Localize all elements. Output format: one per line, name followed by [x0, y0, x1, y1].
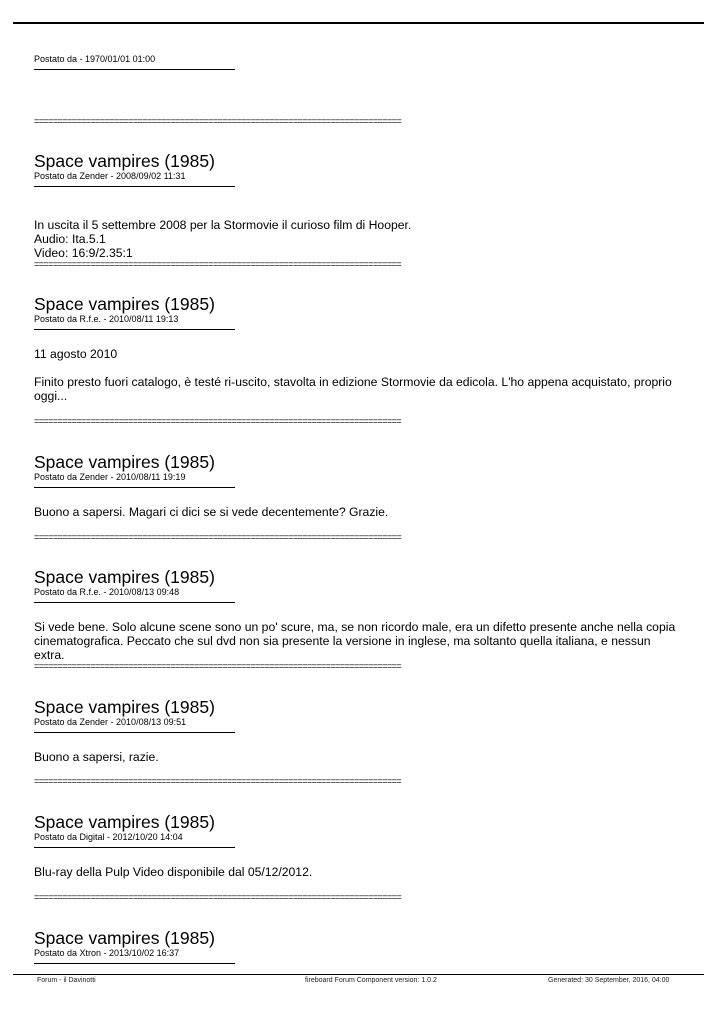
post-meta: Postato da Xtron - 2013/10/02 16:37 — [34, 948, 180, 958]
post — [34, 152, 694, 274]
meta-underline — [34, 69, 235, 70]
post-meta: Postato da Zender - 2010/08/13 09:51 — [34, 717, 187, 727]
post-separator: ============================================================================== — [34, 417, 402, 426]
post-paragraph: Finito presto fuori catalogo, è testé ri-uscito, stavolta in edizione Stormovie da edicola. L'ho appena acquistato, proprio oggi... — [34, 375, 672, 403]
meta-underline — [34, 732, 235, 733]
footer-site-name: Forum - il Davinotti — [37, 977, 96, 984]
post-paragraph: In uscita il 5 settembre 2008 per la Stormovie il curioso film di Hooper. Audio: Ita.5.1 Video: 16:9/2.35:1 — [34, 218, 412, 260]
post-separator: ============================================================================== — [34, 893, 402, 902]
post — [34, 568, 694, 662]
footer-rule — [13, 974, 704, 975]
post — [34, 54, 694, 70]
post-body — [34, 865, 684, 879]
post-paragraph: Buono a sapersi, razie. — [34, 750, 159, 764]
meta-underline — [34, 602, 235, 603]
post-separator: ============================================================================== — [34, 533, 402, 542]
post-separator: ============================================================================== — [34, 117, 402, 126]
meta-underline — [34, 847, 235, 848]
post — [34, 295, 694, 403]
post-separator: ============================================================================== — [34, 777, 402, 786]
post-body — [34, 620, 684, 662]
post-separator: ============================================================================== — [34, 260, 402, 269]
meta-underline — [34, 329, 235, 330]
meta-underline — [34, 186, 235, 187]
post-title: Space vampires (1985) — [34, 567, 215, 587]
post-title: Space vampires (1985) — [34, 151, 215, 171]
post-meta: Postato da R.f.e. - 2010/08/11 19:13 — [34, 314, 179, 324]
post-paragraph: 11 agosto 2010 — [34, 347, 118, 361]
post — [34, 698, 694, 764]
meta-underline — [34, 963, 235, 964]
post-meta: Postato da - 1970/01/01 01:00 — [34, 54, 156, 64]
post — [34, 453, 694, 519]
post-title: Space vampires (1985) — [34, 294, 215, 314]
post-paragraph: Si vede bene. Solo alcune scene sono un po' scure, ma, se non ricordo male, era un difetto presente anche nella copia cinematografica. Peccato che sul dvd non sia presente la versione in inglese, ma soltanto quella italiana, e nessun extra. — [34, 620, 676, 662]
post-title: Space vampires (1985) — [34, 452, 215, 472]
post-paragraph: Buono a sapersi. Magari ci dici se si vede decentemente? Grazie. — [34, 505, 389, 519]
post-body — [34, 750, 684, 764]
post — [34, 929, 694, 964]
post-meta: Postato da Zender - 2010/08/11 19:19 — [34, 472, 186, 482]
post-meta: Postato da Zender - 2008/09/02 11:31 — [34, 171, 186, 181]
post-meta: Postato da Digital - 2012/10/20 14:04 — [34, 832, 183, 842]
post-body — [34, 347, 684, 403]
header-rule — [13, 22, 704, 24]
meta-underline — [34, 487, 235, 488]
post-body — [34, 505, 684, 519]
post-meta: Postato da R.f.e. - 2010/08/13 09:48 — [34, 587, 180, 597]
post-paragraph: Blu-ray della Pulp Video disponibile dal 05/12/2012. — [34, 865, 313, 879]
post-title: Space vampires (1985) — [34, 928, 215, 948]
post-separator: ============================================================================== — [34, 662, 402, 671]
post-title: Space vampires (1985) — [34, 812, 215, 832]
footer-component-version: fireboard Forum Component version: 1.0.2 — [305, 977, 437, 984]
post-title: Space vampires (1985) — [34, 697, 215, 717]
footer-generated-date: Generated: 30 September, 2016, 04:00 — [548, 977, 670, 984]
post — [34, 813, 694, 879]
